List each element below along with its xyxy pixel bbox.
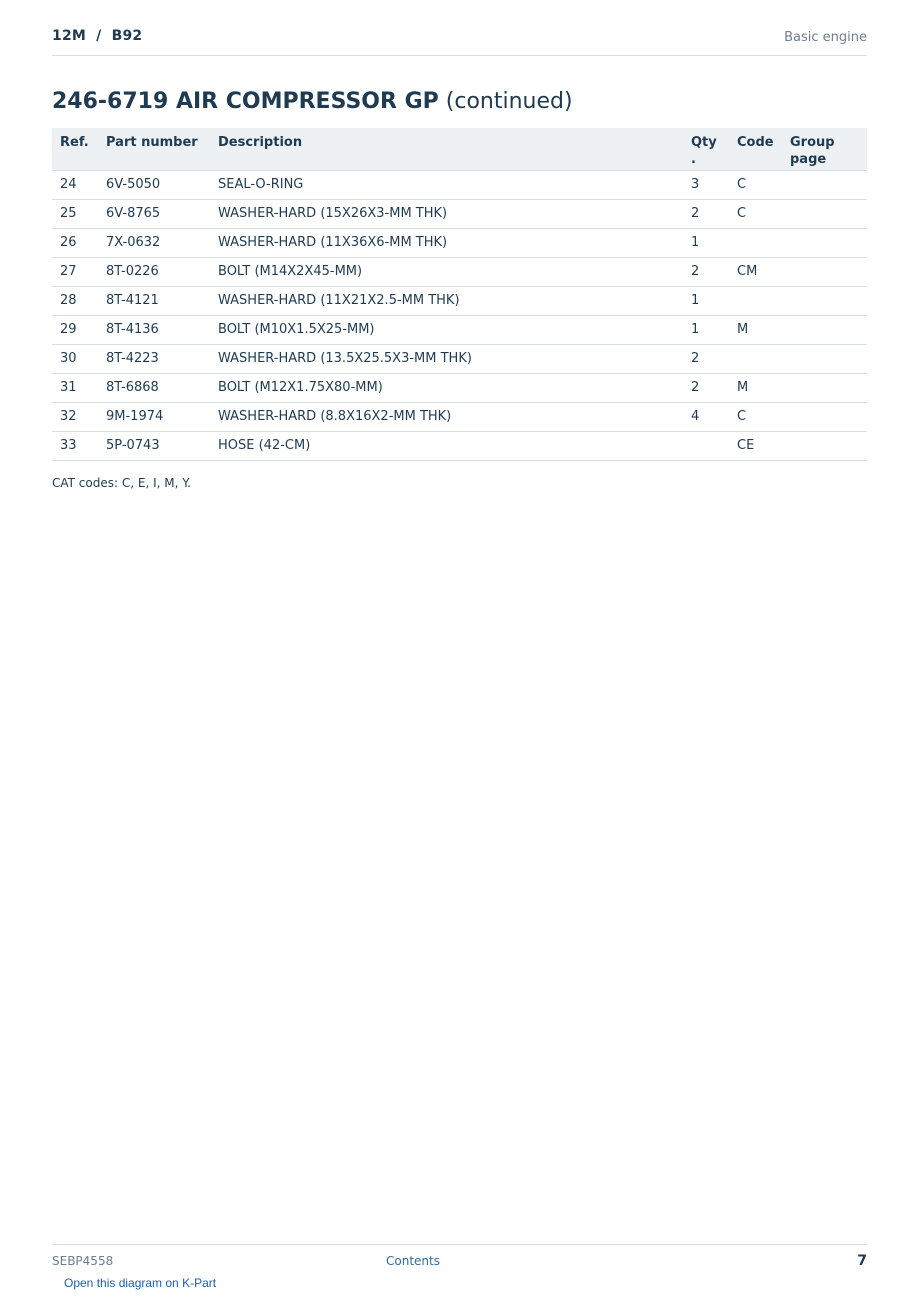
table-row [52, 402, 867, 431]
cell-description: BOLT (M14X2X45-MM) [210, 257, 683, 286]
cell-description: HOSE (42-CM) [210, 431, 683, 460]
cell-description: BOLT (M12X1.75X80-MM) [210, 373, 683, 402]
cell-ref: 28 [52, 286, 98, 315]
assembly-title: 246-6719 AIR COMPRESSOR GP [52, 89, 439, 114]
cell-code: M [729, 315, 782, 344]
column-header-part-number: Part number [98, 128, 210, 170]
cell-description: BOLT (M10X1.5X25-MM) [210, 315, 683, 344]
table-header [52, 128, 867, 170]
cell-code: CE [729, 431, 782, 460]
cell-description: WASHER-HARD (8.8X16X2-MM THK) [210, 402, 683, 431]
cell-qty: 2 [683, 199, 729, 228]
cell-group-page [782, 199, 867, 228]
table-row [52, 199, 867, 228]
cell-qty: 3 [683, 170, 729, 199]
table-row [52, 344, 867, 373]
table-row [52, 228, 867, 257]
column-header-group-page: Group page [782, 128, 867, 170]
cell-description: WASHER-HARD (15X26X3-MM THK) [210, 199, 683, 228]
cell-ref: 29 [52, 315, 98, 344]
cell-code [729, 344, 782, 373]
cell-qty: 1 [683, 315, 729, 344]
cell-ref: 25 [52, 199, 98, 228]
cell-group-page [782, 315, 867, 344]
cell-part-number: 5P-0743 [98, 431, 210, 460]
cell-group-page [782, 402, 867, 431]
cell-part-number: 8T-4223 [98, 344, 210, 373]
cell-code: C [729, 170, 782, 199]
cell-description: WASHER-HARD (11X36X6-MM THK) [210, 228, 683, 257]
cell-code: C [729, 199, 782, 228]
cell-part-number: 7X-0632 [98, 228, 210, 257]
contents-link[interactable]: Contents [386, 1254, 440, 1268]
page-title [52, 89, 573, 114]
table-row [52, 315, 867, 344]
cell-part-number: 9M-1974 [98, 402, 210, 431]
cell-group-page [782, 228, 867, 257]
cell-description: WASHER-HARD (13.5X25.5X3-MM THK) [210, 344, 683, 373]
cell-code: M [729, 373, 782, 402]
cell-qty: 2 [683, 373, 729, 402]
section-label: Basic engine [784, 30, 867, 45]
table-row [52, 257, 867, 286]
cell-group-page [782, 257, 867, 286]
cell-group-page [782, 344, 867, 373]
column-header-qty: Qty . [683, 128, 729, 170]
cell-qty: 2 [683, 257, 729, 286]
page-header [52, 28, 867, 56]
table-row [52, 286, 867, 315]
cell-ref: 32 [52, 402, 98, 431]
cell-group-page [782, 373, 867, 402]
table-row [52, 373, 867, 402]
column-header-code: Code [729, 128, 782, 170]
cell-group-page [782, 286, 867, 315]
column-header-description: Description [210, 128, 683, 170]
cell-qty [683, 431, 729, 460]
cell-part-number: 8T-0226 [98, 257, 210, 286]
cell-ref: 31 [52, 373, 98, 402]
cell-code [729, 286, 782, 315]
cell-qty: 1 [683, 286, 729, 315]
cell-qty: 2 [683, 344, 729, 373]
cell-code: CM [729, 257, 782, 286]
cell-ref: 24 [52, 170, 98, 199]
cell-group-page [782, 431, 867, 460]
cell-ref: 27 [52, 257, 98, 286]
cell-part-number: 6V-8765 [98, 199, 210, 228]
cat-codes-note: CAT codes: C, E, I, M, Y. [52, 476, 191, 490]
cell-part-number: 8T-4121 [98, 286, 210, 315]
cell-code [729, 228, 782, 257]
page-footer [52, 1244, 867, 1275]
cell-part-number: 8T-4136 [98, 315, 210, 344]
table-row [52, 431, 867, 460]
header-row [52, 128, 867, 170]
cell-code: C [729, 402, 782, 431]
column-header-ref: Ref. [52, 128, 98, 170]
cell-ref: 33 [52, 431, 98, 460]
cell-part-number: 8T-6868 [98, 373, 210, 402]
parts-table [52, 128, 867, 461]
cell-description: SEAL-O-RING [210, 170, 683, 199]
cell-ref: 26 [52, 228, 98, 257]
model-label: 12M / B92 [52, 28, 143, 44]
open-kpart-link[interactable]: Open this diagram on K-Part [64, 1276, 217, 1290]
page-number: 7 [857, 1253, 867, 1269]
cell-qty: 4 [683, 402, 729, 431]
document-id: SEBP4558 [52, 1254, 114, 1268]
cell-qty: 1 [683, 228, 729, 257]
cell-ref: 30 [52, 344, 98, 373]
table-row [52, 170, 867, 199]
cell-group-page [782, 170, 867, 199]
cell-description: WASHER-HARD (11X21X2.5-MM THK) [210, 286, 683, 315]
title-suffix: (continued) [445, 89, 573, 114]
cell-part-number: 6V-5050 [98, 170, 210, 199]
table-body [52, 170, 867, 460]
